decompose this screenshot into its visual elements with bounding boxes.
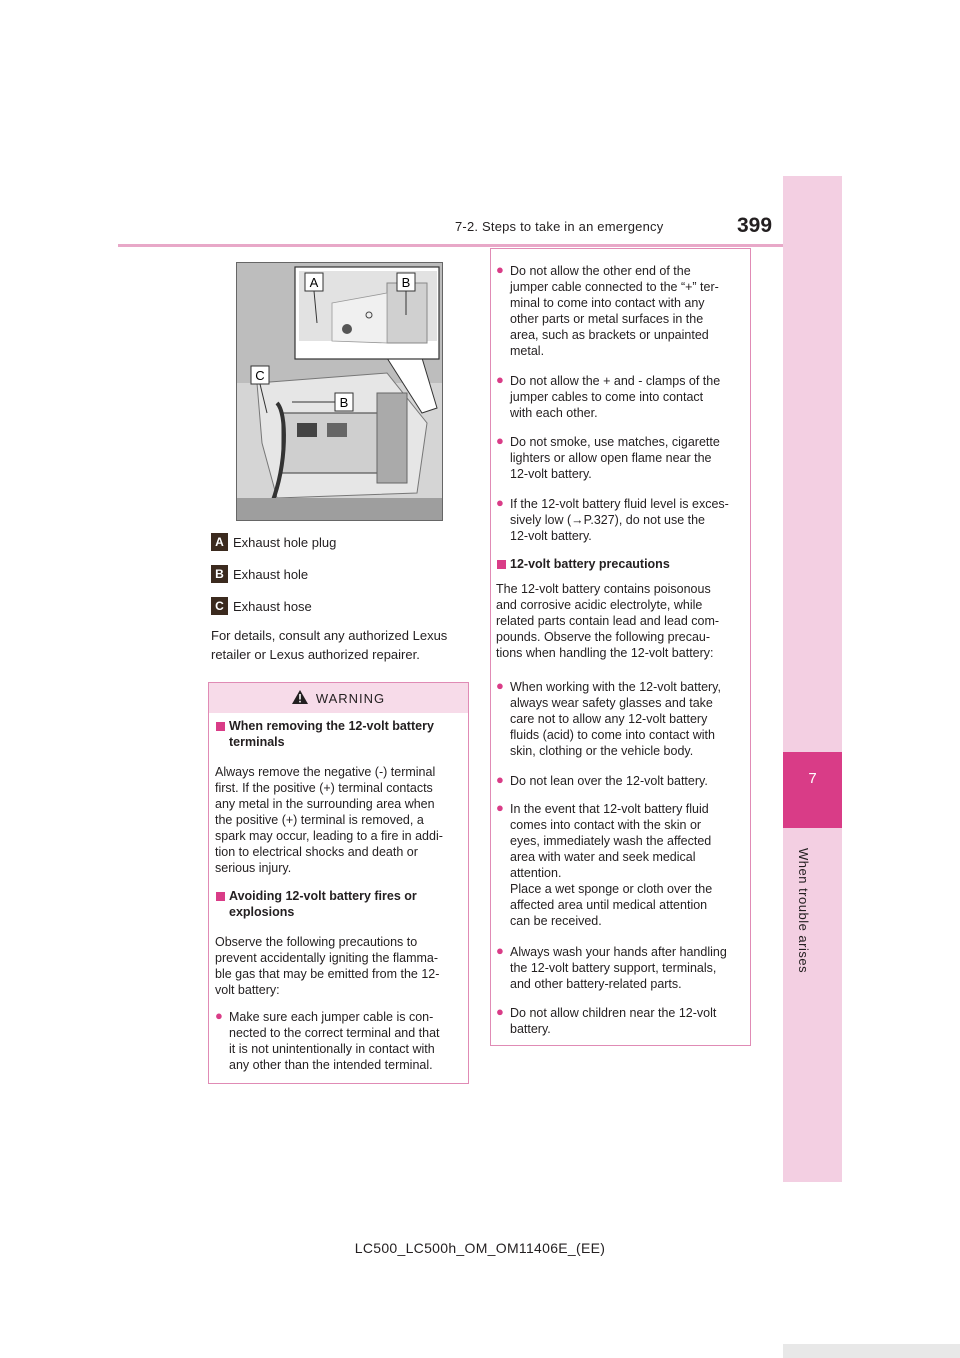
watermark-strip	[783, 1344, 960, 1358]
warning-body: Always remove the negative (-) terminal first. If the positive (+) terminal contacts any metal in the surrounding area when the positive (+) terminal is removed, a spark may occur, leading to a fire in addi- tion to electrical shocks and death or serious injury.	[215, 765, 443, 875]
bullet-icon: ●	[496, 262, 504, 277]
warning-bullet: Make sure each jumper cable is con- nected to the correct terminal and that it is not unintentionally in contact with any other than the intended terminal.	[229, 1010, 440, 1072]
section-square-icon	[497, 560, 506, 569]
details-line: For details, consult any authorized Lexus	[211, 628, 448, 643]
precaution-bullet: In the event that 12-volt battery fluid comes into contact with the skin or eyes, immediately wash the affected area with water and seek medical attention. Place a wet sponge or cloth over the affected area until medical attention can be received.	[510, 802, 713, 928]
bullet-icon: ●	[496, 800, 504, 815]
chapter-label: When trouble arises	[796, 848, 811, 974]
legend-item-a	[211, 533, 336, 551]
bullet-icon: ●	[496, 772, 504, 787]
warning-heading: When removing the 12-volt battery terminals	[229, 719, 434, 749]
bullet-icon: ●	[215, 1008, 223, 1023]
warning-header	[209, 683, 468, 713]
bullet-icon: ●	[496, 678, 504, 693]
callout-c: C	[255, 368, 265, 383]
details-paragraph	[211, 626, 466, 664]
warning-body: Observe the following precautions to prevent accidentally igniting the flamma- ble gas that may be emitted from the 12- volt battery:	[215, 935, 440, 997]
precautions-body: The 12-volt battery contains poisonous and corrosive acidic electrolyte, while related parts contain lead and lead com- pounds. Observe the following precau- tions when handling the 12-volt battery:	[496, 582, 720, 660]
chapter-tab-marker	[783, 752, 842, 828]
details-line: retailer or Lexus authorized repairer.	[211, 647, 420, 662]
section-square-icon	[216, 892, 225, 901]
legend-item-b	[211, 565, 308, 583]
precautions-heading: 12-volt battery precautions	[510, 557, 670, 571]
legend-key: B	[211, 565, 228, 583]
legend-key: A	[211, 533, 228, 551]
precaution-bullet: If the 12-volt battery fluid level is exces- sively low (→P.327), do not use the 12-volt battery.	[510, 497, 729, 543]
legend-key: C	[211, 597, 228, 615]
model-code: LC500_LC500h_OM_OM11406E_(EE)	[354, 1240, 606, 1256]
precaution-bullet: When working with the 12-volt battery, always wear safety glasses and take care not to allow any 12-volt battery fluids (acid) to come into contact with skin, clothing or the vehicle body.	[510, 680, 721, 758]
battery-illustration	[236, 262, 443, 521]
chapter-number: 7	[808, 770, 817, 787]
bullet-icon: ●	[496, 943, 504, 958]
legend-label: Exhaust hose	[233, 598, 312, 614]
precaution-bullet: Always wash your hands after handling the 12-volt battery support, terminals, and other battery-related parts.	[510, 945, 727, 991]
legend-item-c	[211, 597, 312, 615]
bullet-icon: ●	[496, 372, 504, 387]
section-square-icon	[216, 722, 225, 731]
bullet-icon: ●	[496, 433, 504, 448]
precaution-bullet: Do not allow the + and - clamps of the jumper cables to come into contact with each other.	[510, 374, 721, 420]
warning-title: WARNING	[315, 690, 386, 706]
section-title: 7-2. Steps to take in an emergency	[455, 219, 664, 234]
chapter-tab	[783, 176, 842, 1182]
warning-triangle-icon	[292, 690, 308, 707]
precaution-bullet: Do not lean over the 12-volt battery.	[510, 774, 708, 788]
callout-a: A	[309, 275, 319, 290]
bullet-icon: ●	[496, 1004, 504, 1019]
legend-label: Exhaust hole plug	[233, 534, 337, 550]
bullet-icon: ●	[496, 495, 504, 510]
precaution-bullet: Do not allow the other end of the jumper cable connected to the “+” ter- minal to come into contact with any other parts or metal surfaces in the area, such as brackets or unpainted metal.	[510, 264, 719, 358]
callout-b-bottom: B	[339, 395, 349, 410]
warning-heading: Avoiding 12-volt battery fires or explosions	[229, 889, 417, 919]
page-number: 399	[737, 214, 773, 237]
precaution-bullet: Do not allow children near the 12-volt battery.	[510, 1006, 717, 1036]
callout-b-top: B	[401, 275, 411, 290]
legend-label: Exhaust hole	[233, 566, 309, 582]
header-rule	[118, 244, 783, 247]
precaution-bullet: Do not smoke, use matches, cigarette lighters or allow open flame near the 12-volt battery.	[510, 435, 720, 481]
